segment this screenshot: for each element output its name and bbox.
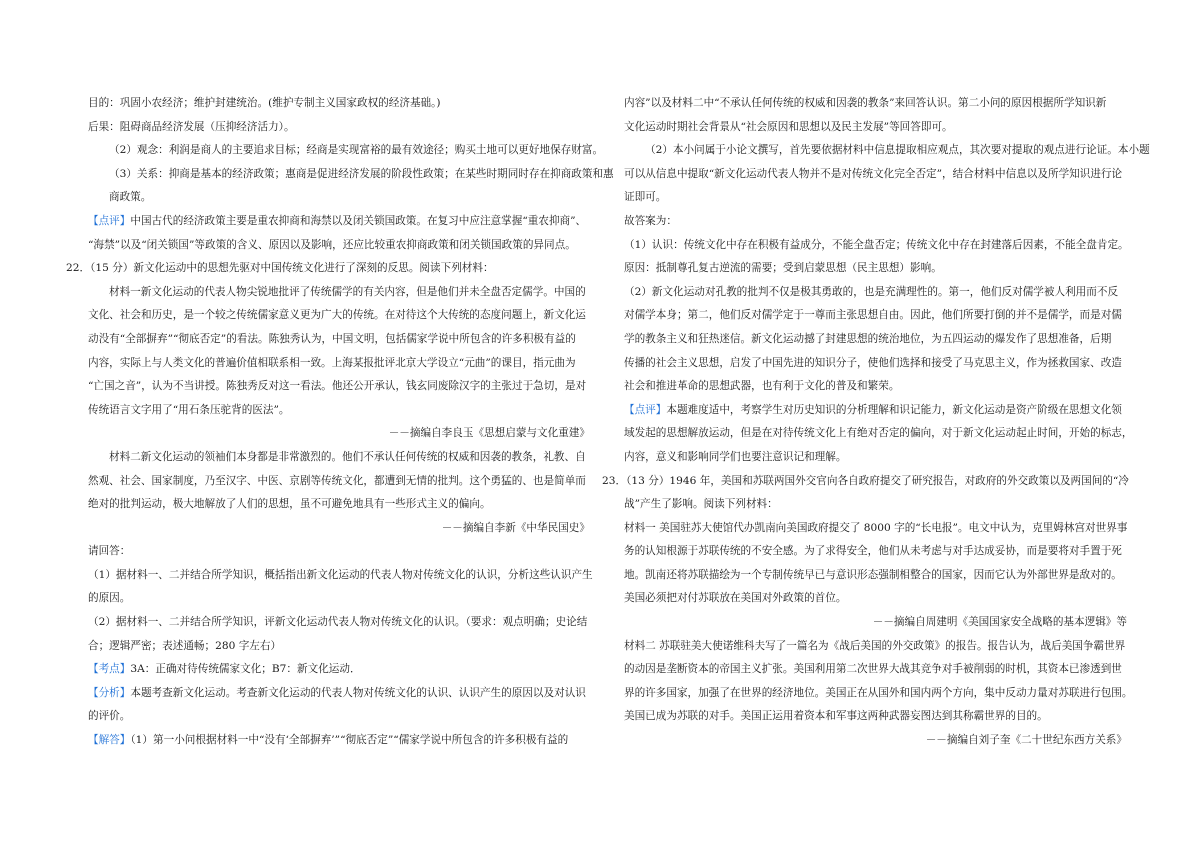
line-text: 域发起的思想解放运动，但是在对待传统文化上有绝对否定的偏向，对于新文化运动起止时间，开始的标志， (624, 427, 1133, 440)
text-line (624, 729, 1127, 753)
text-line (88, 611, 590, 635)
line-text: 传播的社会主义思想，启发了中国先进的知识分子，使他们选择和接受了马克思主义，作为拯救国家、改造 (624, 356, 1122, 369)
line-text: 动没有“全部摒弃”“彻底否定”的看法。陈独秀认为，中国文明，包括儒家学说中所包含的许多积极有益的 (88, 332, 576, 345)
line-text: 地。凯南还将苏联描绘为一个专制传统早已与意识形态强制相整合的国家，因而它认为外部世界是敌对的。 (624, 568, 1122, 581)
line-text: 材料一 美国驻苏大使馆代办凯南向美国政府提交了 8000 字的“长电报”。电文中认为，克里姆林宫对世界事 (624, 521, 1128, 534)
text-line (624, 139, 1150, 163)
section-tag: 【分析】 (88, 686, 131, 699)
section-tag: 【考点】 (88, 663, 131, 676)
text-line (88, 635, 590, 659)
text-line (88, 352, 590, 376)
text-line (624, 352, 1127, 376)
line-text: －－摘编自周建明《美国国家安全战略的基本逻辑》等 (872, 616, 1127, 629)
text-line (88, 281, 590, 305)
line-text: 社会和推进革命的思想武器，也有利于文化的普及和繁荣。 (624, 380, 900, 393)
text-line (624, 611, 1127, 635)
line-text: 传统语言文字用了“用石条压驼背的医法”。 (88, 403, 290, 416)
text-line (66, 257, 590, 281)
text-line (624, 234, 1127, 258)
text-line (624, 422, 1133, 446)
line-text: 界的许多国家，加强了在世界的经济地位。美国正在从国外和国内两个方向，集中反动力量对苏联进行包围。 (624, 686, 1133, 699)
line-text: 对儒学本身；第二，他们反对儒学定于一尊而主张思想自由。因此，他们所要打倒的并不是儒学，而是对儒 (624, 309, 1122, 322)
text-line (88, 375, 590, 399)
text-line (624, 399, 1127, 423)
line-text: 商政策。 (109, 191, 152, 204)
line-text: 内容，实际上与人类文化的普遍价值相联系相一致。上海某报批评北京大学设立“元曲”的课目，指元曲为 (88, 356, 576, 369)
text-line (88, 422, 590, 446)
line-text: 绝对的批判运动，极大地解放了人们的思想，虽不可避免地具有一些形式主义的偏向。 (88, 498, 491, 511)
line-text: －－摘编自刘子奎《二十世纪东西方关系》 (925, 734, 1127, 747)
line-text: 合；逻辑严密；表述通畅；280 字左右） (88, 639, 282, 652)
line-text: －－摘编自李良玉《思想启蒙与文化重建》 (388, 427, 590, 440)
line-text: 内容，意义和影响同学们也要注意识记和理解。 (624, 450, 847, 463)
line-text: “亡国之音”，认为不当讲授。陈独秀反对这一看法。他还公开承认，钱玄同废除汉字的主张过于急切，是对 (88, 380, 587, 393)
line-text: （1）据材料一、二并结合所学知识，概括指出新文化运动的代表人物对传统文化的认识，分析这些认识产生 (88, 568, 593, 581)
text-line (624, 540, 1127, 564)
text-line (88, 729, 590, 753)
text-line (88, 470, 590, 494)
section-tag: 【点评】 (624, 403, 667, 416)
text-line (88, 540, 590, 564)
line-text: 材料二新文化运动的领袖们本身都是非常激烈的。他们不承认任何传统的权威和因袭的教条，礼教、自 (109, 450, 586, 463)
line-text: 的动因是垄断资本的帝国主义扩张。美国利用第二次世界大战其竞争对手被削弱的时机，其资本已渗透到世 (624, 663, 1122, 676)
text-line (624, 116, 1127, 140)
text-line (88, 682, 590, 706)
text-line (624, 587, 1127, 611)
line-text: （15 分）新文化运动中的思想先驱对中国传统文化进行了深刻的反思。阅读下列材料： (90, 262, 494, 275)
line-text: 然观、社会、国家制度，乃至汉字、中医、京剧等传统文化，都遭到无情的批判。这个勇猛的、也是简单而 (88, 474, 586, 487)
text-line (624, 257, 1127, 281)
line-text: 文化、社会和历史，是一个较之传统儒家意义更为广大的传统。在对待这个大传统的态度问题上，新文化运 (88, 309, 586, 322)
line-text: 战”产生了影响。阅读下列材料： (624, 498, 778, 511)
line-text: 证即可。 (624, 191, 667, 204)
line-text: 学的教条主义和狂热迷信。新文化运动撼了封建思想的统治地位，为五四运动的爆发作了思想准备，后期 (624, 332, 1112, 345)
text-line (88, 587, 590, 611)
text-line (624, 163, 1127, 187)
line-text: 后果：阻碍商品经济发展（压抑经济活力）。 (88, 120, 295, 133)
line-text: 目的：巩固小农经济；维护封建统治。(维护专制主义国家政权的经济基础。) (88, 97, 441, 109)
line-text: 可以从信息中提取“新文化运动代表人物并不是对传统文化完全否定”，结合材料中信息以及所学知识进行论 (624, 167, 1123, 180)
text-line (624, 281, 1127, 305)
text-line (88, 399, 590, 423)
text-line (88, 139, 604, 163)
text-line (624, 210, 1127, 234)
line-text: 的评价。 (88, 710, 131, 723)
text-line (624, 705, 1127, 729)
line-text: 本题考查新文化运动。考查新文化运动的代表人物对传统文化的认识、认识产生的原因以及对认识 (130, 686, 586, 699)
text-line (88, 116, 590, 140)
line-text: （1）第一小问根据材料一中“没有‘全部摒弃’”“彻底否定”“儒家学说中所包含的许多积极有益的 (130, 734, 569, 747)
line-text: （2）据材料一、二并结合所学知识，评新文化运动代表人物对传统文化的认识。（要求：观点明确；史论结 (88, 616, 588, 629)
text-line (624, 682, 1133, 706)
line-text: 美国已成为苏联的对手。美国正运用着资本和军事这两种武器妄图达到其称霸世界的目的。 (624, 710, 1048, 723)
text-line (88, 304, 590, 328)
left-column (66, 92, 614, 753)
line-text: （1）认识：传统文化中存在积极有益成分，不能全盘否定；传统文化中存在封建落后因素，不能全盘肯定。 (624, 238, 1129, 251)
line-text: 文化运动时期社会背景从“社会原因和思想以及民主发展”等回答即可。 (624, 120, 953, 133)
line-text: （3）关系：抑商是基本的经济政策；惠商是促进经济发展的阶段性政策；在某些时期同时存在抑商政策和惠 (109, 167, 614, 180)
text-line (88, 658, 590, 682)
line-text: －－摘编自李新《中华民国史》 (441, 521, 590, 534)
text-line (624, 92, 1127, 116)
line-text: 内容”以及材料二中“不承认任何传统的权威和因袭的教条”来回答认识。第二小问的原因根据所学知识新 (624, 97, 1107, 109)
text-line (624, 493, 1127, 517)
line-text: 美国必须把对付苏联放在美国对外政策的首位。 (624, 592, 847, 605)
right-column (602, 92, 1150, 753)
text-line (624, 328, 1127, 352)
text-line (88, 446, 590, 470)
line-text: “海禁”以及“闭关锁国”等政策的含义、原因以及影响，还应比较重农抑商政策和闭关锁国政策的异同点。 (88, 238, 576, 251)
line-text: 请回答： (88, 545, 131, 558)
line-text: 故答案为： (624, 214, 677, 227)
line-text: 3A：正确对待传统儒家文化；B7：新文化运动． (130, 663, 361, 676)
line-text: 本题难度适中，考察学生对历史知识的分析理解和识记能力，新文化运动是资产阶级在思想文化领 (666, 403, 1122, 416)
text-line (88, 234, 590, 258)
line-text: 的原因。 (88, 592, 131, 605)
text-line (602, 470, 1129, 494)
line-text: 材料一新文化运动的代表人物尖锐地批评了传统儒学的有关内容，但是他们并未全盘否定儒学。中国的 (109, 285, 586, 298)
section-tag: 【解答】 (88, 734, 131, 747)
line-text: 原因：抵制尊孔复古逆流的需要；受到启蒙思想（民主思想）影响。 (624, 262, 942, 275)
text-line (88, 328, 590, 352)
text-line (624, 564, 1127, 588)
text-line (88, 163, 614, 187)
text-line (88, 186, 590, 210)
question-number: 22． (66, 262, 91, 275)
line-text: （13 分）1946 年，美国和苏联两国外交官向各自政府提交了研究报告，对政府的外交政策以及两国间的“冷 (626, 474, 1129, 487)
line-text: （2）本小问属于小论文撰写，首先要依据材料中信息提取相应观点，其次要对提取的观点进行论证。本小题 (645, 144, 1150, 157)
text-line (624, 375, 1127, 399)
line-text: （2）观念：利润是商人的主要追求目标；经商是实现富裕的最有效途径；购买土地可以更好地保存财富。 (109, 144, 604, 157)
text-line (88, 92, 590, 116)
text-line (624, 658, 1127, 682)
text-line (88, 517, 590, 541)
text-line (88, 493, 590, 517)
text-line (88, 705, 590, 729)
line-text: 材料二 苏联驻美大使诺维科夫写了一篇名为《战后美国的外交政策》的报告。报告认为，战后美国争霸世界 (624, 639, 1126, 652)
section-tag: 【点评】 (88, 214, 131, 227)
text-line (88, 210, 590, 234)
text-line (624, 517, 1127, 541)
question-number: 23． (602, 474, 627, 487)
line-text: 中国古代的经济政策主要是重农抑商和海禁以及闭关锁国政策。在复习中应注意掌握“重农抑商”、 (130, 214, 587, 227)
line-text: （2）新文化运动对孔教的批判不仅是极其勇敢的，也是充满理性的。第一，他们反对儒学被人利用而不反 (624, 285, 1119, 298)
text-line (624, 304, 1127, 328)
text-line (624, 446, 1127, 470)
text-line (624, 635, 1127, 659)
text-line (88, 564, 593, 588)
line-text: 务的认知根源于苏联传统的不安全感。为了求得安全，他们从未考虑与对手达成妥协，而是要将对手置于死 (624, 545, 1122, 558)
text-line (624, 186, 1127, 210)
